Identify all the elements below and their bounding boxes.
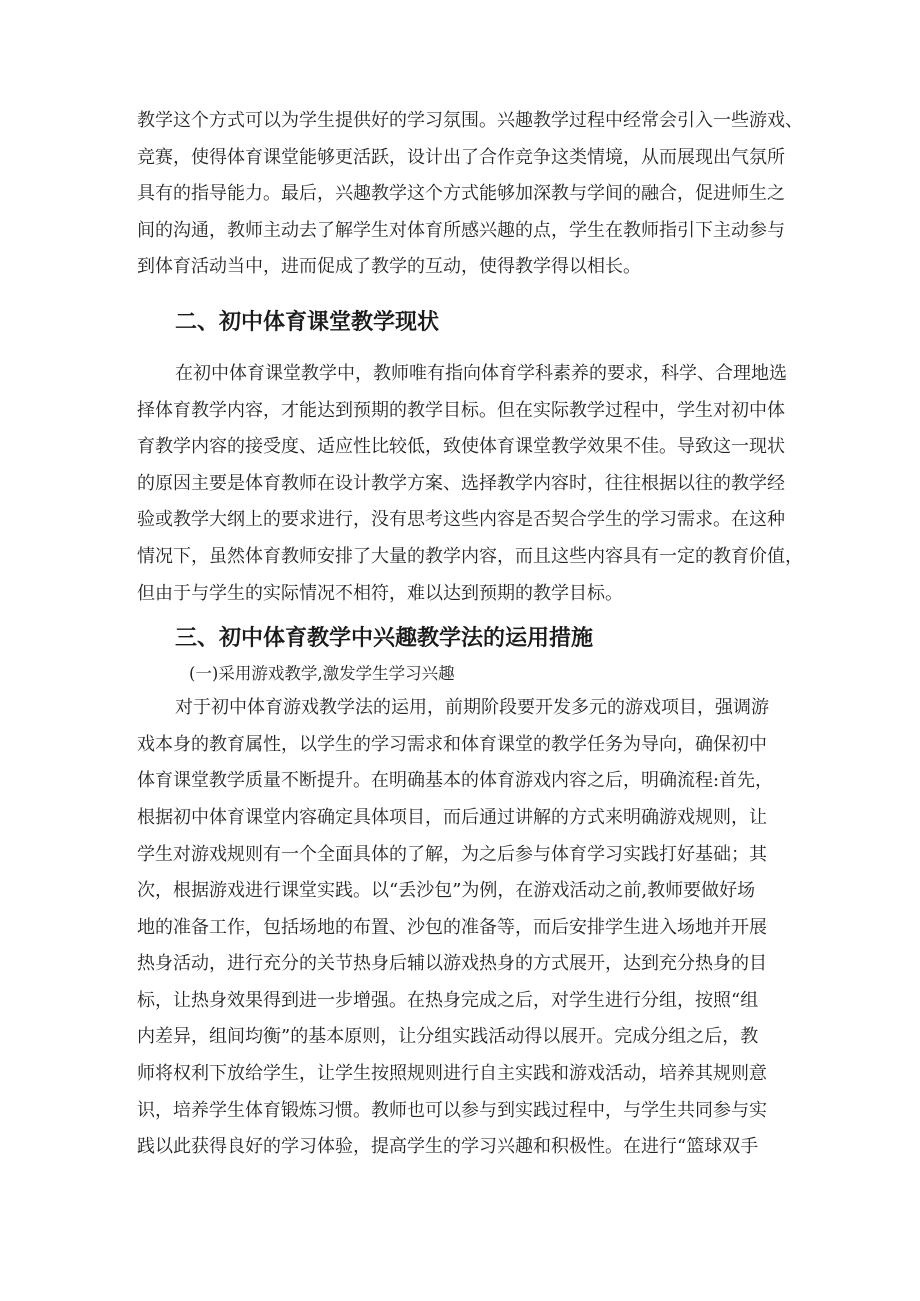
text-line: 次，根据游戏进行课堂实践。以“丢沙包”为例，在游戏活动之前,教师要做好场 [137,880,756,902]
text-line: 标，让热身效果得到进一步增强。在热身完成之后，对学生进行分组，按照“组 [137,989,759,1011]
text-line: 践以此获得良好的学习体验，提高学生的学习兴趣和积极性。在进行“篮球双手 [137,1136,759,1158]
subsection-heading-1: (一)采用游戏教学,激发学生学习兴趣 [189,664,455,684]
text-line: 体育课堂教学质量不断提升。在明确基本的体育游戏内容之后，明确流程:首先， [137,770,774,792]
text-line: 热身活动，进行充分的关节热身后辅以游戏热身的方式展开，达到充分热身的目 [137,953,767,975]
text-line: 内差异，组间均衡”的基本原则，让分组实践活动得以展开。完成分组之后，教 [137,1026,759,1048]
text-line: 识，培养学生体育锻炼习惯。教师也可以参与到实践过程中，与学生共同参与实 [137,1099,767,1121]
text-line: 地的准备工作，包括场地的布置、沙包的准备等，而后安排学生进入场地并开展 [137,916,767,938]
document-body [137,103,803,1166]
text-line: 根据初中体育课堂内容确定具体项目，而后通过讲解的方式来明确游戏规则，让 [137,806,767,828]
section-heading-3: 三、初中体育教学中兴趣教学法的运用措施 [175,626,594,652]
text-line: 对于初中体育游戏教学法的运用，前期阶段要开发多元的游戏项目，强调游 [175,697,769,719]
text-line: 在初中体育课堂教学中，教师唯有指向体育学科素养的要求，科学、合理地选 [175,362,787,384]
text-line: 师将权利下放给学生，让学生按照规则进行自主实践和游戏活动，培养其规则意 [137,1063,767,1085]
text-line: 择体育教学内容，才能达到预期的教学目标。但在实际教学过程中，学生对初中体 [137,399,785,421]
text-line: 具有的指导能力。最后，兴趣教学这个方式能够加深教与学间的融合，促进师生之 [137,183,785,205]
text-line: 学生对游戏规则有一个全面具体的了解，为之后参与体育学习实践打好基础；其 [137,843,767,865]
paragraph-status [137,356,803,612]
text-line: 竞赛，使得体育课堂能够更活跃，设计出了合作竞争这类情境，从而展现出气氛所 [137,146,785,168]
text-line: 验或教学大纲上的要求进行，没有思考这些内容是否契合学生的学习需求。在这种 [137,509,785,531]
text-line: 教学这个方式可以为学生提供好的学习氛围。兴趣教学过程中经常会引入一些游戏、 [137,110,803,131]
text-line: 但由于与学生的实际情况不相符，难以达到预期的教学目标。 [137,582,623,604]
paragraph-game-teaching [137,690,797,1166]
paragraph-continuation [137,103,803,286]
text-line: 的原因主要是体育教师在设计教学方案、选择教学内容时，往往根据以往的教学经 [137,472,785,494]
section-heading-2: 二、初中体育课堂教学现状 [175,309,440,335]
text-line: 间的沟通，教师主动去了解学生对体育所感兴趣的点，学生在教师指引下主动参与 [137,219,785,241]
text-line: 戏本身的教育属性，以学生的学习需求和体育课堂的教学任务为导向，确保初中 [137,733,767,755]
text-line: 育教学内容的接受度、适应性比较低，致使体育课堂教学效果不佳。导致这一现状 [137,436,785,458]
text-line: 情况下，虽然体育教师安排了大量的教学内容，而且这些内容具有一定的教育价值， [137,545,803,567]
text-line: 到体育活动当中，进而促成了教学的互动，使得教学得以相长。 [137,256,641,278]
